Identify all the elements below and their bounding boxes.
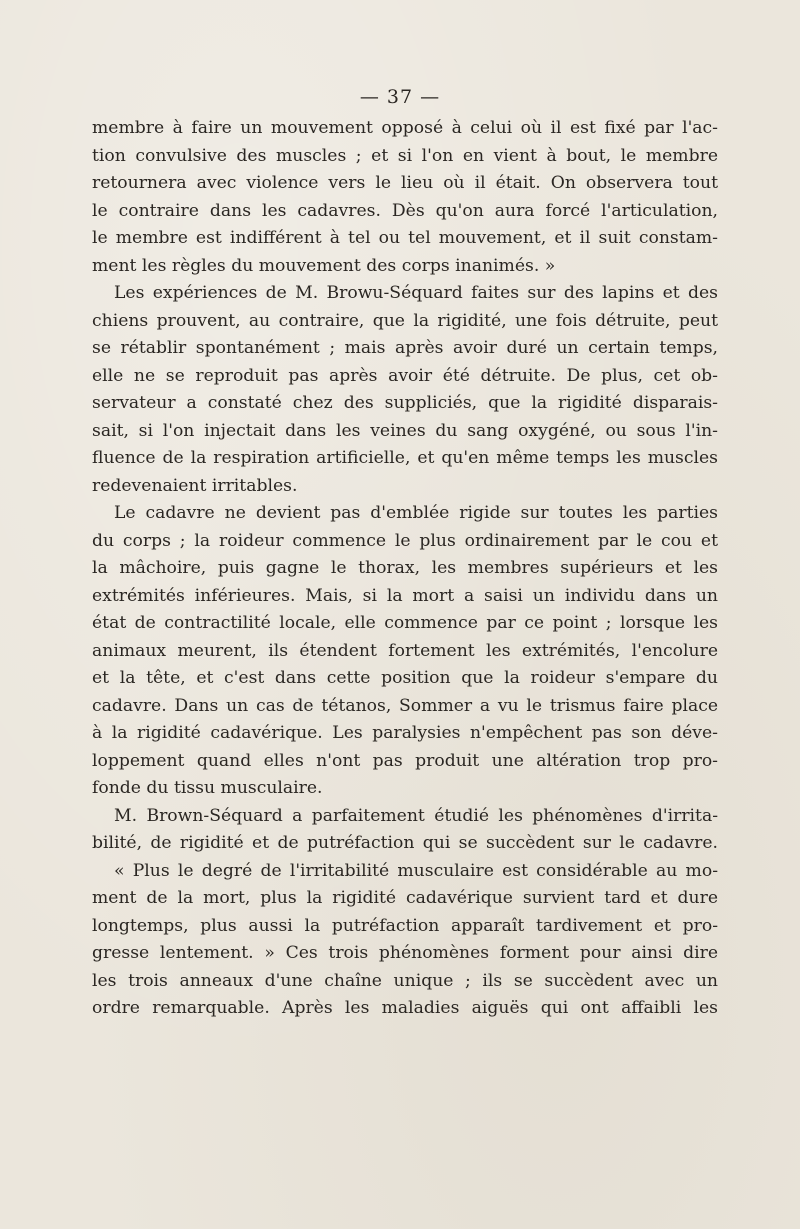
text-line: cadavre. Dans un cas de tétanos, Sommer a vu le trismus faire place [92, 695, 718, 716]
body-text [92, 115, 718, 1023]
text-line: sait, si l'on injectait dans les veines du sang oxygéné, ou sous l'in- [92, 420, 718, 441]
text-line: retournera avec violence vers le lieu où il était. On observera tout [92, 173, 718, 193]
text-line: le membre est indifférent à tel ou tel mouvement, et il suit constam- [92, 228, 718, 248]
text-line: animaux meurent, ils étendent fortement les extrémités, l'encolure [92, 640, 718, 661]
text-line: du corps ; la roideur commence le plus ordinairement par le cou et [92, 530, 718, 551]
text-line: membre à faire un mouvement opposé à celui où il est fixé par l'ac- [92, 118, 718, 138]
text-line: tion convulsive des muscles ; et si l'on en vient à bout, le membre [92, 145, 718, 166]
text-line: fluence de la respiration artificielle, et qu'en même temps les muscles [92, 448, 718, 468]
text-line: « Plus le degré de l'irritabilité musculaire est considérable au mo- [114, 860, 718, 881]
page-number: — 37 — [359, 86, 441, 108]
text-line: les trois anneaux d'une chaîne unique ; ils se succèdent avec un [92, 970, 718, 991]
text-line: M. Brown-Séquard a parfaitement étudié les phénomènes d'irrita- [114, 805, 718, 826]
text-line: gresse lentement. » Ces trois phénomènes forment pour ainsi dire [92, 943, 718, 963]
text-line: chiens prouvent, au contraire, que la rigidité, une fois détruite, peut [92, 310, 718, 331]
text-line: servateur a constaté chez des suppliciés, que la rigidité disparais- [92, 393, 718, 413]
text-line: elle ne se reproduit pas après avoir été détruite. De plus, cet ob- [92, 365, 718, 386]
text-line: Le cadavre ne devient pas d'emblée rigide sur toutes les parties [114, 503, 718, 523]
text-line: ordre remarquable. Après les maladies aiguës qui ont affaibli les [92, 998, 718, 1018]
text-line: redevenaient irritables. [92, 475, 298, 496]
text-line: se rétablir spontanément ; mais après avoir duré un certain temps, [92, 338, 718, 358]
text-line: bilité, de rigidité et de putréfaction qui se succèdent sur le cadavre. [92, 833, 718, 853]
text-line: la mâchoire, puis gagne le thorax, les membres supérieurs et les [92, 558, 718, 578]
text-line: état de contractilité locale, elle commence par ce point ; lorsque les [92, 613, 718, 633]
text-line: ment les règles du mouvement des corps inanimés. » [92, 255, 556, 276]
text-line: ment de la mort, plus la rigidité cadavérique survient tard et dure [92, 888, 718, 908]
text-line: extrémités inférieures. Mais, si la mort a saisi un individu dans un [92, 585, 718, 606]
text-line: et la tête, et c'est dans cette position que la roideur s'empare du [92, 668, 718, 688]
text-line: fonde du tissu musculaire. [92, 778, 323, 798]
text-line: longtemps, plus aussi la putréfaction apparaît tardivement et pro- [92, 915, 718, 936]
text-line: Les expériences de M. Browu-Séquard faites sur des lapins et des [114, 283, 718, 303]
text-line: à la rigidité cadavérique. Les paralysies n'empêchent pas son déve- [92, 723, 718, 743]
text-line: loppement quand elles n'ont pas produit une altération trop pro- [92, 750, 718, 771]
text-line: le contraire dans les cadavres. Dès qu'on aura forcé l'articulation, [92, 200, 718, 221]
